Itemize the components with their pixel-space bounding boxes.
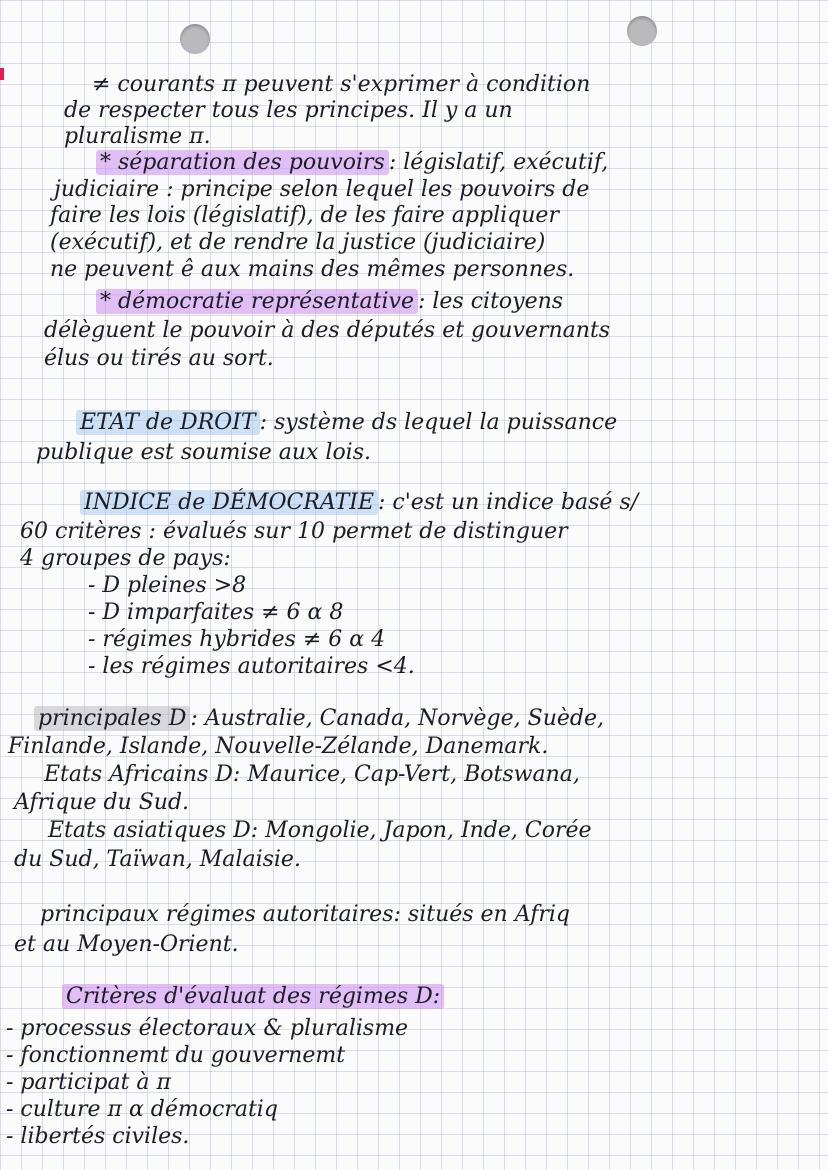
binder-hole-right	[627, 16, 657, 46]
note-line: 4 groupes de pays:	[20, 546, 231, 571]
note-line: faire les lois (législatif), de les faire appliquer	[50, 203, 559, 228]
list-item: - libertés civiles.	[6, 1124, 190, 1149]
note-line-separation: * séparation des pouvoirs : législatif, exécutif,	[96, 150, 608, 176]
separation-heading: * séparation des pouvoirs	[96, 150, 389, 175]
note-line: et au Moyen-Orient.	[14, 932, 239, 957]
margin-mark	[0, 68, 4, 80]
list-item: - participat à π	[6, 1070, 171, 1095]
indice-heading: INDICE de DÉMOCRATIE	[80, 490, 378, 515]
note-line: délèguent le pouvoir à des députés et gouvernants	[44, 318, 611, 343]
note-line: Etats asiatiques D: Mongolie, Japon, Inde, Corée	[48, 818, 592, 843]
criteres-heading-line	[62, 984, 444, 1010]
note-line: judiciaire : principe selon lequel les pouvoirs de	[54, 177, 590, 202]
note-line-democratie: * démocratie représentative : les citoyens	[96, 289, 563, 315]
note-line: principaux régimes autoritaires: situés en Afriq	[40, 902, 570, 927]
etat-de-droit-heading: ETAT de DROIT	[76, 410, 260, 435]
note-line: ≠ courants π peuvent s'exprimer à condition	[92, 72, 591, 97]
note-line: de respecter tous les principes. Il y a un	[64, 98, 513, 123]
note-line: Afrique du Sud.	[14, 790, 190, 815]
criteres-heading: Critères d'évaluat des régimes D:	[62, 984, 444, 1009]
note-line: du Sud, Taïwan, Malaisie.	[14, 847, 301, 872]
note-line: élus ou tirés au sort.	[44, 346, 274, 371]
list-item: - culture π α démocratiq	[6, 1097, 278, 1122]
list-item: - les régimes autoritaires <4.	[88, 654, 415, 679]
principales-heading: principales D	[34, 706, 190, 731]
note-line-indice: INDICE de DÉMOCRATIE : c'est un indice basé s/	[80, 490, 638, 516]
list-item: - régimes hybrides ≠ 6 α 4	[88, 627, 386, 652]
democratie-heading: * démocratie représentative	[96, 289, 418, 314]
note-line: publique est soumise aux lois.	[36, 440, 372, 465]
binder-hole-left	[180, 24, 210, 54]
note-line: 60 critères : évalués sur 10 permet de distinguer	[20, 519, 568, 544]
note-line: Etats Africains D: Maurice, Cap-Vert, Botswana,	[44, 762, 580, 787]
note-line: (exécutif), et de rendre la justice (judiciaire)	[50, 230, 546, 255]
note-line: Finlande, Islande, Nouvelle-Zélande, Danemark.	[8, 734, 549, 759]
list-item: - processus électoraux & pluralisme	[6, 1016, 409, 1041]
note-line: pluralisme π.	[64, 124, 211, 149]
note-line-etat: ETAT de DROIT : système ds lequel la puissance	[76, 410, 617, 436]
note-line: ne peuvent ê aux mains des mêmes personnes.	[50, 257, 575, 282]
note-line-principales: principales D : Australie, Canada, Norvège, Suède,	[34, 706, 604, 732]
list-item: - D pleines >8	[88, 573, 247, 598]
list-item: - fonctionnemt du gouvernemt	[6, 1043, 346, 1068]
list-item: - D imparfaites ≠ 6 α 8	[88, 600, 344, 625]
